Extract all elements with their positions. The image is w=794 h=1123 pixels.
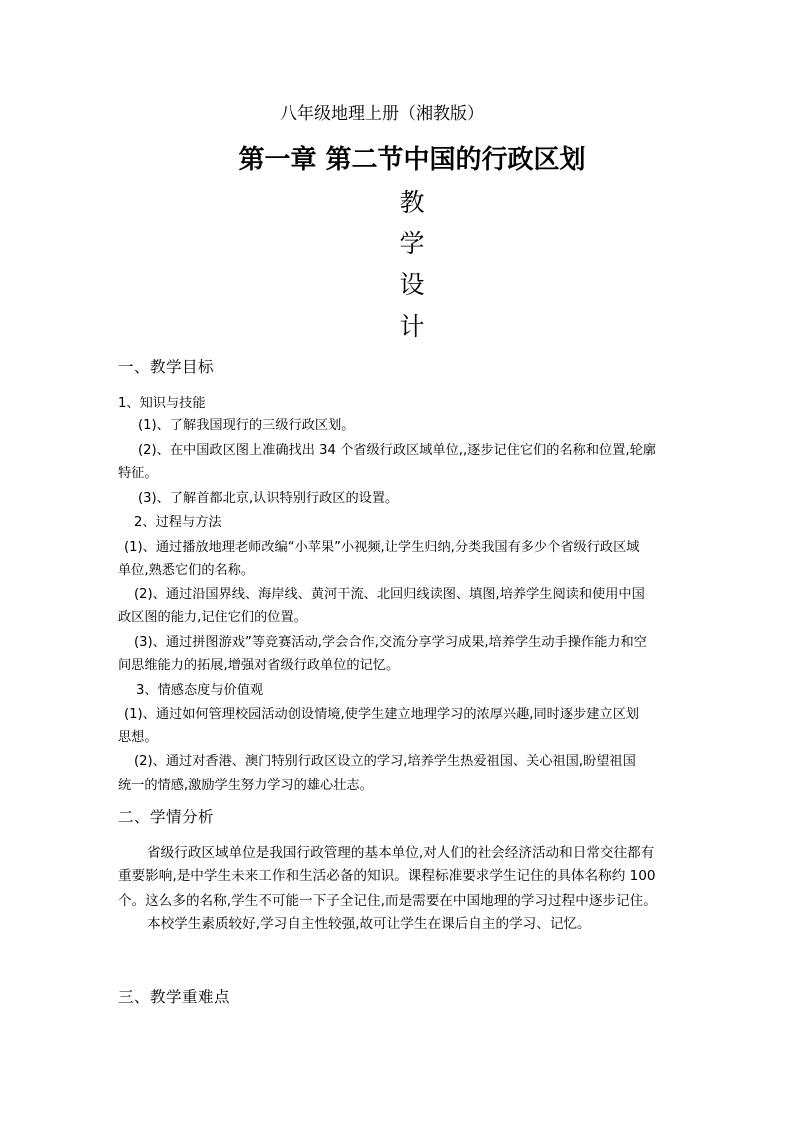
list-item-continuation: 间思维能力的拓展,增强对省级行政单位的记忆。 bbox=[118, 658, 400, 673]
vertical-title-char: 教 bbox=[399, 188, 425, 217]
document-title: 第一章 第二节中国的行政区划 bbox=[238, 145, 586, 175]
document-subtitle: 八年级地理上册（湘教版） bbox=[280, 104, 484, 124]
list-item-continuation: 思想。 bbox=[118, 730, 158, 745]
subsection-heading-process: 2、过程与方法 bbox=[134, 515, 222, 530]
list-item: (1)、通过如何管理校园活动创设情境,使学生建立地理学习的浓厚兴趣,同时逐步建立区划 bbox=[124, 707, 639, 722]
list-item-continuation: 单位,熟悉它们的名称。 bbox=[118, 563, 255, 578]
subsection-heading-knowledge: 1、知识与技能 bbox=[118, 396, 206, 411]
list-item: (3)、了解首都北京,认识特别行政区的设置。 bbox=[138, 491, 399, 506]
list-item: (1)、通过播放地理老师改编“小苹果”小视频,让学生归纳,分类我国有多少个省级行政区域 bbox=[124, 540, 640, 555]
list-item-continuation: 政区图的能力,记住它们的位置。 bbox=[118, 610, 307, 625]
subsection-heading-attitude: 3、情感态度与价值观 bbox=[136, 683, 264, 698]
section-heading-key-points: 三、教学重难点 bbox=[118, 988, 231, 1006]
section-heading-objectives: 一、教学目标 bbox=[118, 358, 215, 376]
vertical-title-char: 学 bbox=[399, 229, 425, 258]
paragraph-line: 重要影响,是中学生未来工作和生活必备的知识。课程标准要求学生记住的具体名称约 100 bbox=[118, 868, 656, 884]
vertical-title-char: 计 bbox=[399, 312, 425, 341]
vertical-title-char: 设 bbox=[399, 270, 425, 299]
paragraph-line: 本校学生素质较好,学习自主性较强,故可让学生在课后自主的学习、记忆。 bbox=[147, 916, 591, 932]
list-item: (2)、在中国政区图上准确找出 34 个省级行政区域单位,,逐步记住它们的名称和位置,轮廓 bbox=[138, 443, 656, 458]
list-item: (1)、了解我国现行的三级行政区划。 bbox=[138, 418, 355, 433]
list-item-continuation: 统一的情感,激励学生努力学习的雄心壮志。 bbox=[118, 778, 373, 793]
list-item-continuation: 特征。 bbox=[118, 466, 158, 481]
list-item: (2)、通过沿国界线、海岸线、黄河干流、北回归线读图、填图,培养学生阅读和使用中国 bbox=[134, 587, 645, 602]
paragraph-line: 省级行政区域单位是我国行政管理的基本单位,对人们的社会经济活动和日常交往都有 bbox=[147, 845, 655, 861]
list-item: (2)、通过对香港、澳门特别行政区设立的学习,培养学生热爱祖国、关心祖国,盼望祖国 bbox=[134, 754, 636, 769]
list-item: (3)、通过拼图游戏”等竞赛活动,学会合作,交流分享学习成果,培养学生动手操作能力和空 bbox=[134, 635, 647, 650]
paragraph-line: 个。这么多的名称,学生不可能一下子全记住,而是需要在中国地理的学习过程中逐步记住。 bbox=[118, 893, 657, 909]
section-heading-analysis: 二、学情分析 bbox=[118, 808, 215, 826]
